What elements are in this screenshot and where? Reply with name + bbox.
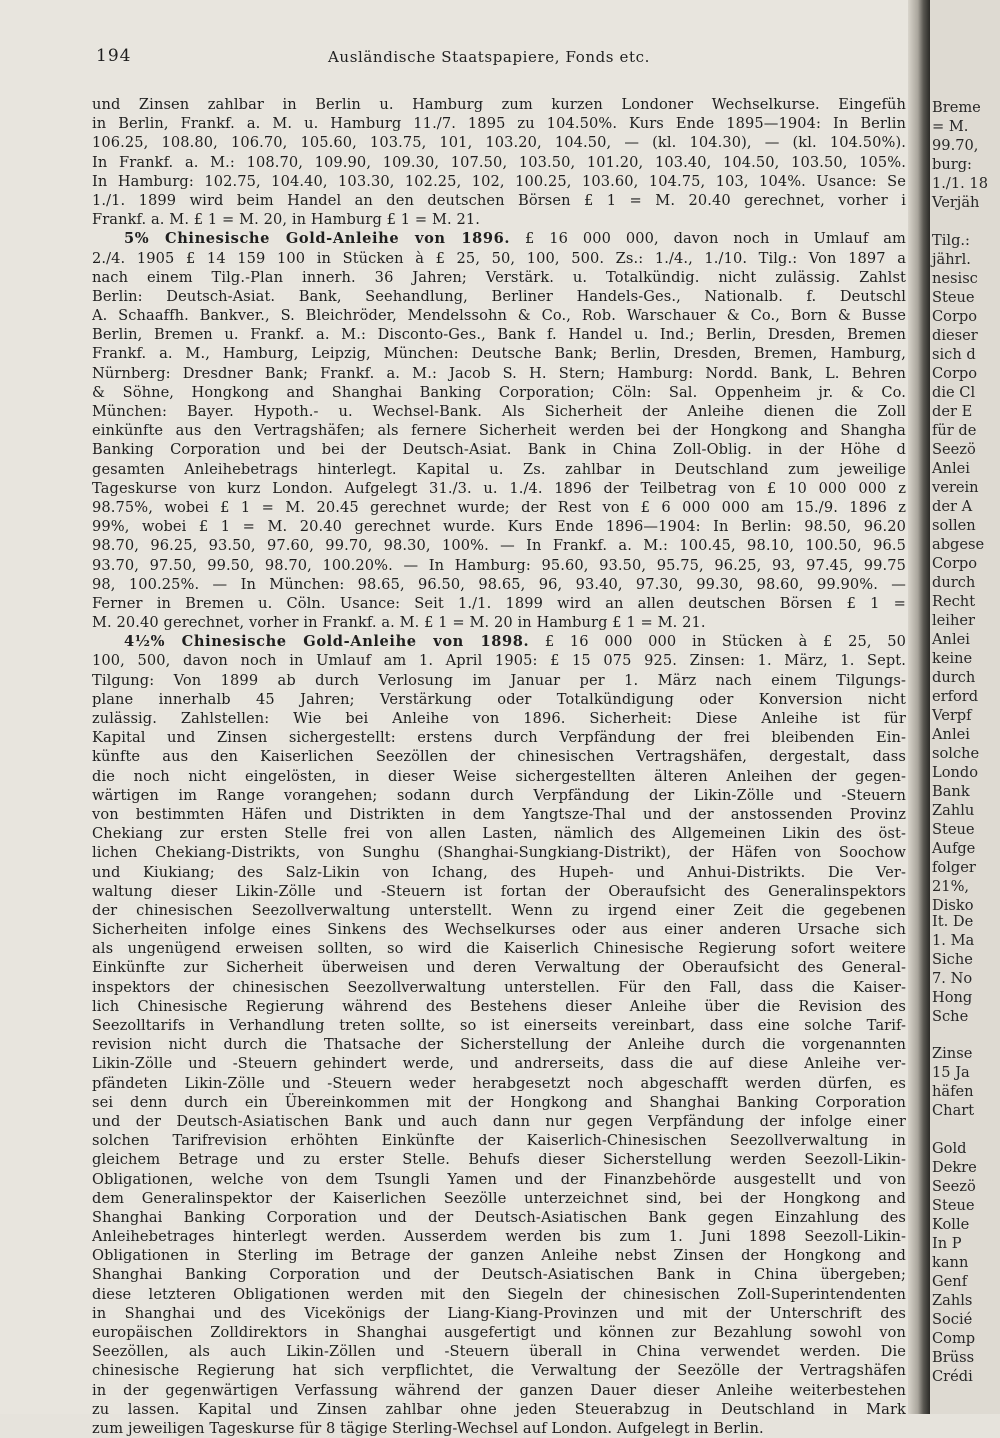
- adjacent-page-fragment: Hong: [932, 989, 973, 1006]
- adjacent-page-fragment: Verjäh: [932, 194, 980, 211]
- adjacent-page-fragment: der A: [932, 498, 973, 515]
- text-line: Berlin, Bremen u. Frankf. a. M.: Disconto-Ges., Bank f. Handel u. Ind.; Berlin, Dresden, Bremen: [92, 326, 906, 344]
- adjacent-page-fragment: häfen: [932, 1083, 974, 1100]
- adjacent-page-fragment: sollen: [932, 517, 976, 534]
- adjacent-page-fragment: Anlei: [932, 631, 970, 648]
- text-line: Chekiang zur ersten Stelle frei von allen Lasten, nämlich des Allgemeinen Likin des öst-: [92, 825, 906, 843]
- text-line: gleichem Betrage und zu erster Stelle. Behufs dieser Sicherstellung werden Seezoll-Likin-: [92, 1151, 906, 1169]
- adjacent-page-fragment: Genf: [932, 1273, 968, 1290]
- adjacent-page-fragment: Breme: [932, 99, 981, 116]
- text-line: [92, 632, 906, 651]
- adjacent-page-fragment: Chart: [932, 1102, 975, 1119]
- text-line: 93.70, 97.50, 99.50, 98.70, 100.20%. — In Hamburg: 95.60, 93.50, 95.75, 96.25, 93, 97.45, 99.75: [92, 556, 906, 574]
- text-line: Obligationen in Sterling im Betrage der ganzen Anleihe nebst Zinsen der Hongkong and: [92, 1247, 906, 1265]
- text-line: chinesische Regierung hat sich verpflichtet, die Verwaltung der Seezölle der Vertragshäfen: [92, 1362, 906, 1380]
- page-number: 194: [96, 46, 132, 66]
- adjacent-page-fragment: folger: [932, 859, 976, 876]
- text-line: und der Deutsch-Asiatischen Bank und auch dann nur gegen Verpfändung der infolge einer: [92, 1112, 906, 1130]
- text-line: Seezolltarifs in Verhandlung treten sollte, so ist einerseits vereinbart, dass eine solche Tarif-: [92, 1017, 906, 1034]
- text-line: plane innerhalb 45 Jahren; Verstärkung oder Totalkündigung oder Konversion nicht: [92, 690, 906, 708]
- text-line: pfändeten Likin-Zölle und -Steuern weder herabgesetzt noch abgeschafft werden dürfen, es: [92, 1074, 906, 1092]
- text-line: 106.25, 108.80, 106.70, 105.60, 103.75, 101, 103.20, 104.50, — (kl. 104.30), — (kl. 104.50%).: [92, 134, 906, 152]
- adjacent-page-fragment: Siche: [932, 951, 973, 968]
- adjacent-page-fragment: Dekre: [932, 1159, 977, 1176]
- text-line: Banking Corporation und bei der Deutsch-Asiat. Bank in China Zoll-Oblig. in der Höhe d: [92, 441, 906, 459]
- text-line: einkünfte aus den Vertragshäfen; als fernere Sicherheit werden bei der Hongkong and Shangha: [92, 422, 906, 440]
- adjacent-page-fragment: kann: [932, 1254, 969, 1271]
- adjacent-page-fragment: Anlei: [932, 726, 970, 743]
- adjacent-page-fragment: Steue: [932, 289, 975, 306]
- adjacent-page-fragment: für de: [932, 422, 977, 439]
- text-line: [92, 229, 906, 248]
- text-line: diese letzteren Obligationen werden mit den Siegeln der chinesischen Zoll-Superintendenten: [92, 1285, 906, 1303]
- adjacent-page-fragment: Comp: [932, 1330, 976, 1347]
- text-line: als ungenügend erweisen sollten, so wird die Kaiserlich Chinesische Regierung sofort weitere: [92, 940, 906, 958]
- adjacent-page-fragment: jährl.: [932, 251, 971, 268]
- text-line: 99%, wobei £ 1 = M. 20.40 gerechnet wurde. Kurs Ende 1896—1904: In Berlin: 98.50, 96.20: [92, 518, 906, 536]
- adjacent-page-fragment: verein: [932, 479, 979, 496]
- text-line: In Frankf. a. M.: 108.70, 109.90, 109.30, 107.50, 103.50, 101.20, 103.40, 104.50, 103.50, 105%.: [92, 153, 906, 171]
- adjacent-page-fragment: Bank: [932, 783, 970, 800]
- text-line: Obligationen, welche von dem Tsungli Yamen und der Finanzbehörde ausgestellt und von: [92, 1170, 906, 1188]
- adjacent-page-fragment: Brüss: [932, 1349, 975, 1366]
- text-line: lichen Chekiang-Distrikts, von Sunghu (Shanghai-Sungkiang-Distrikt), der Häfen von Soochow: [92, 844, 906, 862]
- text-line: In Hamburg: 102.75, 104.40, 103.30, 102.25, 102, 100.25, 103.60, 104.75, 103, 104%. Usance: Se: [92, 172, 906, 190]
- adjacent-page-fragment: Corpo: [932, 555, 978, 572]
- text-line: und Zinsen zahlbar in Berlin u. Hamburg zum kurzen Londoner Wechselkurse. Eingefüh: [92, 96, 906, 113]
- text-line: und Kiukiang; des Salz-Likin von Ichang, des Hupeh- und Anhui-Distrikts. Die Ver-: [92, 863, 906, 881]
- text-line: & Söhne, Hongkong and Shanghai Banking Corporation; Cöln: Sal. Oppenheim jr. & Co.: [92, 383, 906, 401]
- text-line: revision nicht durch die Thatsache der Sicherstellung der Anleihe durch die vorgenannten: [92, 1036, 906, 1054]
- text-line: 1./1. 1899 wird beim Handel an den deutschen Börsen £ 1 = M. 20.40 gerechnet, vorher i: [92, 191, 906, 209]
- adjacent-page-fragment: dieser: [932, 327, 978, 344]
- text-column: [92, 95, 906, 1438]
- text-line: 100, 500, davon noch in Umlauf am 1. April 1905: £ 15 075 925. Zinsen: 1. März, 1. Sept.: [92, 652, 906, 670]
- text-line: in Shanghai und des Vicekönigs der Liang-Kiang-Provinzen und mit der Unterschrift des: [92, 1304, 906, 1322]
- adjacent-page-fragment: Kolle: [932, 1216, 970, 1233]
- adjacent-page-fragment: die Cl: [932, 384, 976, 401]
- adjacent-page-fragment: Crédi: [932, 1368, 973, 1385]
- adjacent-page-fragment: Disko: [932, 897, 974, 914]
- book-gutter: [908, 0, 930, 1414]
- text-line: der chinesischen Seezollverwaltung unterstellt. Wenn zu irgend einer Zeit die gegebenen: [92, 901, 906, 919]
- adjacent-page-fragment: Steue: [932, 1197, 975, 1214]
- text-line: sei denn durch ein Übereinkommen mit der Hongkong and Shanghai Banking Corporation: [92, 1093, 906, 1111]
- text-line: dem Generalinspektor der Kaiserlichen Seezölle unterzeichnet sind, bei der Hongkong and: [92, 1189, 906, 1207]
- adjacent-page-fragment: = M.: [932, 118, 969, 135]
- adjacent-page-fragment: Seezö: [932, 1178, 976, 1195]
- text-line: zulässig. Zahlstellen: Wie bei Anleihe von 1896. Sicherheit: Diese Anleihe ist für: [92, 710, 906, 727]
- text-line: europäischen Zolldirektors in Shanghai ausgefertigt und können zur Bezahlung sowohl von: [92, 1324, 906, 1341]
- adjacent-page-fragment: 1. Ma: [932, 932, 975, 949]
- text-line: Anleihebetrages hinterlegt werden. Ausserdem werden bis zum 1. Juni 1898 Seezoll-Likin-: [92, 1228, 906, 1246]
- text-line: Ferner in Bremen u. Cöln. Usance: Seit 1./1. 1899 wird an allen deutschen Börsen £ 1 =: [92, 594, 906, 612]
- adjacent-page-fragment: sich d: [932, 346, 976, 363]
- adjacent-page-fragment: der E: [932, 403, 973, 420]
- section-heading: 4½% Chinesische Gold-Anleihe von 1898.: [124, 633, 530, 651]
- adjacent-page-fragment: solche: [932, 745, 980, 762]
- adjacent-page-fragment: Steue: [932, 821, 975, 838]
- text-line: in der gegenwärtigen Verfassung während der ganzen Dauer dieser Anleihe weiterbestehen: [92, 1381, 906, 1399]
- adjacent-page-fragment: Anlei: [932, 460, 970, 477]
- text-line: wärtigen im Range vorangehen; sodann durch Verpfändung der Likin-Zölle und -Steuern: [92, 786, 906, 804]
- adjacent-page-fragment: Verpf: [932, 707, 972, 724]
- text-line: künfte aus den Kaiserlichen Seezöllen der chinesischen Vertragshäfen, dergestalt, dass: [92, 748, 906, 766]
- adjacent-page-fragment: Gold: [932, 1140, 967, 1157]
- text-line: M. 20.40 gerechnet, vorher in Frankf. a. M. £ 1 = M. 20 in Hamburg £ 1 = M. 21.: [92, 614, 706, 632]
- adjacent-page-fragment: Tilg.:: [932, 232, 970, 249]
- text-line: Likin-Zölle und -Steuern gehindert werde, und andrerseits, dass die auf diese Anleihe ver-: [92, 1055, 906, 1073]
- text-line: Shanghai Banking Corporation und der Deutsch-Asiatischen Bank in China übergeben;: [92, 1266, 906, 1284]
- text-line: waltung dieser Likin-Zölle und -Steuern ist fortan der Oberaufsicht des Generalinspektors: [92, 882, 906, 900]
- adjacent-page-fragment: Recht: [932, 593, 976, 610]
- text-line: Berlin: Deutsch-Asiat. Bank, Seehandlung, Berliner Handels-Ges., Nationalb. f. Deutschl: [92, 287, 906, 305]
- page-header: [96, 46, 906, 72]
- text-line: Tilgung: Von 1899 ab durch Verlosung im Januar per 1. März nach einem Tilgungs-: [92, 671, 906, 689]
- running-title: Ausländische Staatspapiere, Fonds etc.: [328, 48, 650, 66]
- adjacent-page-fragment: Zinse: [932, 1045, 973, 1062]
- adjacent-page-fragment: In P: [932, 1235, 962, 1252]
- text-line: 98.70, 96.25, 93.50, 97.60, 99.70, 98.30, 100%. — In Frankf. a. M.: 100.45, 98.10, 100.50, 96.5: [92, 537, 906, 555]
- adjacent-page-fragment: nesisc: [932, 270, 978, 287]
- text-line: in Berlin, Frankf. a. M. u. Hamburg 11./7. 1895 zu 104.50%. Kurs Ende 1895—1904: In Berlin: [92, 115, 906, 133]
- text-line: Tageskurse von kurz London. Aufgelegt 31./3. u. 1./4. 1896 der Teilbetrag von £ 10 000 000 z: [92, 479, 906, 497]
- text-line: München: Bayer. Hypoth.- u. Wechsel-Bank. Als Sicherheit der Anleihe dienen die Zoll: [92, 403, 906, 420]
- text-line: die noch nicht eingelösten, in dieser Weise sichergestellten älteren Anleihen der gegen-: [92, 767, 906, 785]
- text-line-content: £ 16 000 000 in Stücken à £ 25, 50: [544, 633, 907, 651]
- adjacent-page-fragment: leiher: [932, 612, 975, 629]
- text-line: gesamten Anleihebetrags hinterlegt. Kapital u. Zs. zahlbar in Deutschland zum jeweilige: [92, 460, 906, 478]
- text-line: Frankf. a. M. £ 1 = M. 20, in Hamburg £ 1 = M. 21.: [92, 211, 480, 229]
- adjacent-page-fragment: abgese: [932, 536, 985, 553]
- text-line: 98.75%, wobei £ 1 = M. 20.45 gerechnet wurde; der Rest von £ 6 000 000 am 15./9. 1896 z: [92, 498, 906, 516]
- adjacent-page-fragment: It. De: [932, 913, 974, 930]
- adjacent-page-fragment: Corpo: [932, 365, 978, 382]
- adjacent-page-fragment: durch: [932, 669, 976, 686]
- adjacent-page-fragment: 7. No: [932, 970, 973, 987]
- text-line: Einkünfte zur Sicherheit überweisen und deren Verwaltung der Oberaufsicht des General-: [92, 959, 906, 977]
- section-heading: 5% Chinesische Gold-Anleihe von 1896.: [124, 230, 511, 248]
- adjacent-page-fragment: 21%,: [932, 878, 970, 895]
- adjacent-page-fragment: Sche: [932, 1008, 969, 1025]
- adjacent-page-fragment: 1./1. 18: [932, 175, 988, 192]
- text-line: inspektors der chinesischen Seezollverwaltung unterstellen. Für den Fall, dass die Kaiser-: [92, 978, 906, 996]
- adjacent-page-fragment: Socié: [932, 1311, 973, 1328]
- adjacent-page-fragment: 15 Ja: [932, 1064, 970, 1081]
- adjacent-page-fragment: Seezö: [932, 441, 976, 458]
- text-line: zu lassen. Kapital und Zinsen zahlbar ohne jeden Steuerabzug in Deutschland in Mark: [92, 1400, 906, 1418]
- text-line: nach einem Tilg.-Plan innerh. 36 Jahren; Verstärk. u. Totalkündig. nicht zulässig. Zahlst: [92, 268, 906, 286]
- adjacent-page-fragment: Zahls: [932, 1292, 973, 1309]
- adjacent-page-fragment: keine: [932, 650, 973, 667]
- adjacent-page-fragment: Zahlu: [932, 802, 975, 819]
- adjacent-page-fragment: Corpo: [932, 308, 978, 325]
- text-line: von bestimmten Häfen und Distrikten in dem Yangtsze-Thal und der anstossenden Provinz: [92, 805, 906, 823]
- adjacent-page-fragment: 99.70,: [932, 137, 979, 154]
- text-line: Sicherheiten infolge eines Sinkens des Wechselkurses oder aus einer anderen Ursache sich: [92, 921, 906, 939]
- text-line: Nürnberg: Dresdner Bank; Frankf. a. M.: Jacob S. H. Stern; Hamburg: Nordd. Bank, L. Behren: [92, 364, 906, 382]
- text-line: 98, 100.25%. — In München: 98.65, 96.50, 98.65, 96, 93.40, 97.30, 99.30, 98.60, 99.90%. —: [92, 575, 906, 593]
- adjacent-page-fragment: durch: [932, 574, 976, 591]
- text-line: solchen Tarifrevision erhöhten Einkünfte der Kaiserlich-Chinesischen Seezollverwaltung in: [92, 1132, 906, 1150]
- adjacent-page-fragment: erford: [932, 688, 979, 705]
- adjacent-page-fragment: Aufge: [932, 840, 976, 857]
- text-line: Kapital und Zinsen sichergestellt: erstens durch Verpfändung der frei bleibenden Ein-: [92, 729, 906, 747]
- text-line: 2./4. 1905 £ 14 159 100 in Stücken à £ 25, 50, 100, 500. Zs.: 1./4., 1./10. Tilg.: Von 1897 a: [92, 249, 906, 267]
- text-line: Frankf. a. M., Hamburg, Leipzig, München: Deutsche Bank; Berlin, Dresden, Bremen, Hamburg,: [92, 345, 906, 363]
- adjacent-page-edge: [930, 0, 1000, 1414]
- text-line-content: £ 16 000 000, davon noch in Umlauf am: [524, 230, 906, 248]
- text-line: Seezöllen, als auch Likin-Zöllen und -Steuern überall in China verwendet werden. Die: [92, 1343, 906, 1361]
- text-line: A. Schaaffh. Bankver., S. Bleichröder, Mendelssohn & Co., Rob. Warschauer & Co., Born & Busse: [92, 307, 906, 325]
- text-line: zum jeweiligen Tageskurse für 8 tägige Sterling-Wechsel auf London. Aufgelegt in Berlin.: [92, 1419, 764, 1437]
- adjacent-page-fragment: burg:: [932, 156, 972, 173]
- text-line: lich Chinesische Regierung während des Bestehens dieser Anleihe über die Revision des: [92, 997, 906, 1015]
- adjacent-page-fragment: Londo: [932, 764, 979, 781]
- text-line: Shanghai Banking Corporation und der Deutsch-Asiatischen Bank gegen Einzahlung des: [92, 1208, 906, 1226]
